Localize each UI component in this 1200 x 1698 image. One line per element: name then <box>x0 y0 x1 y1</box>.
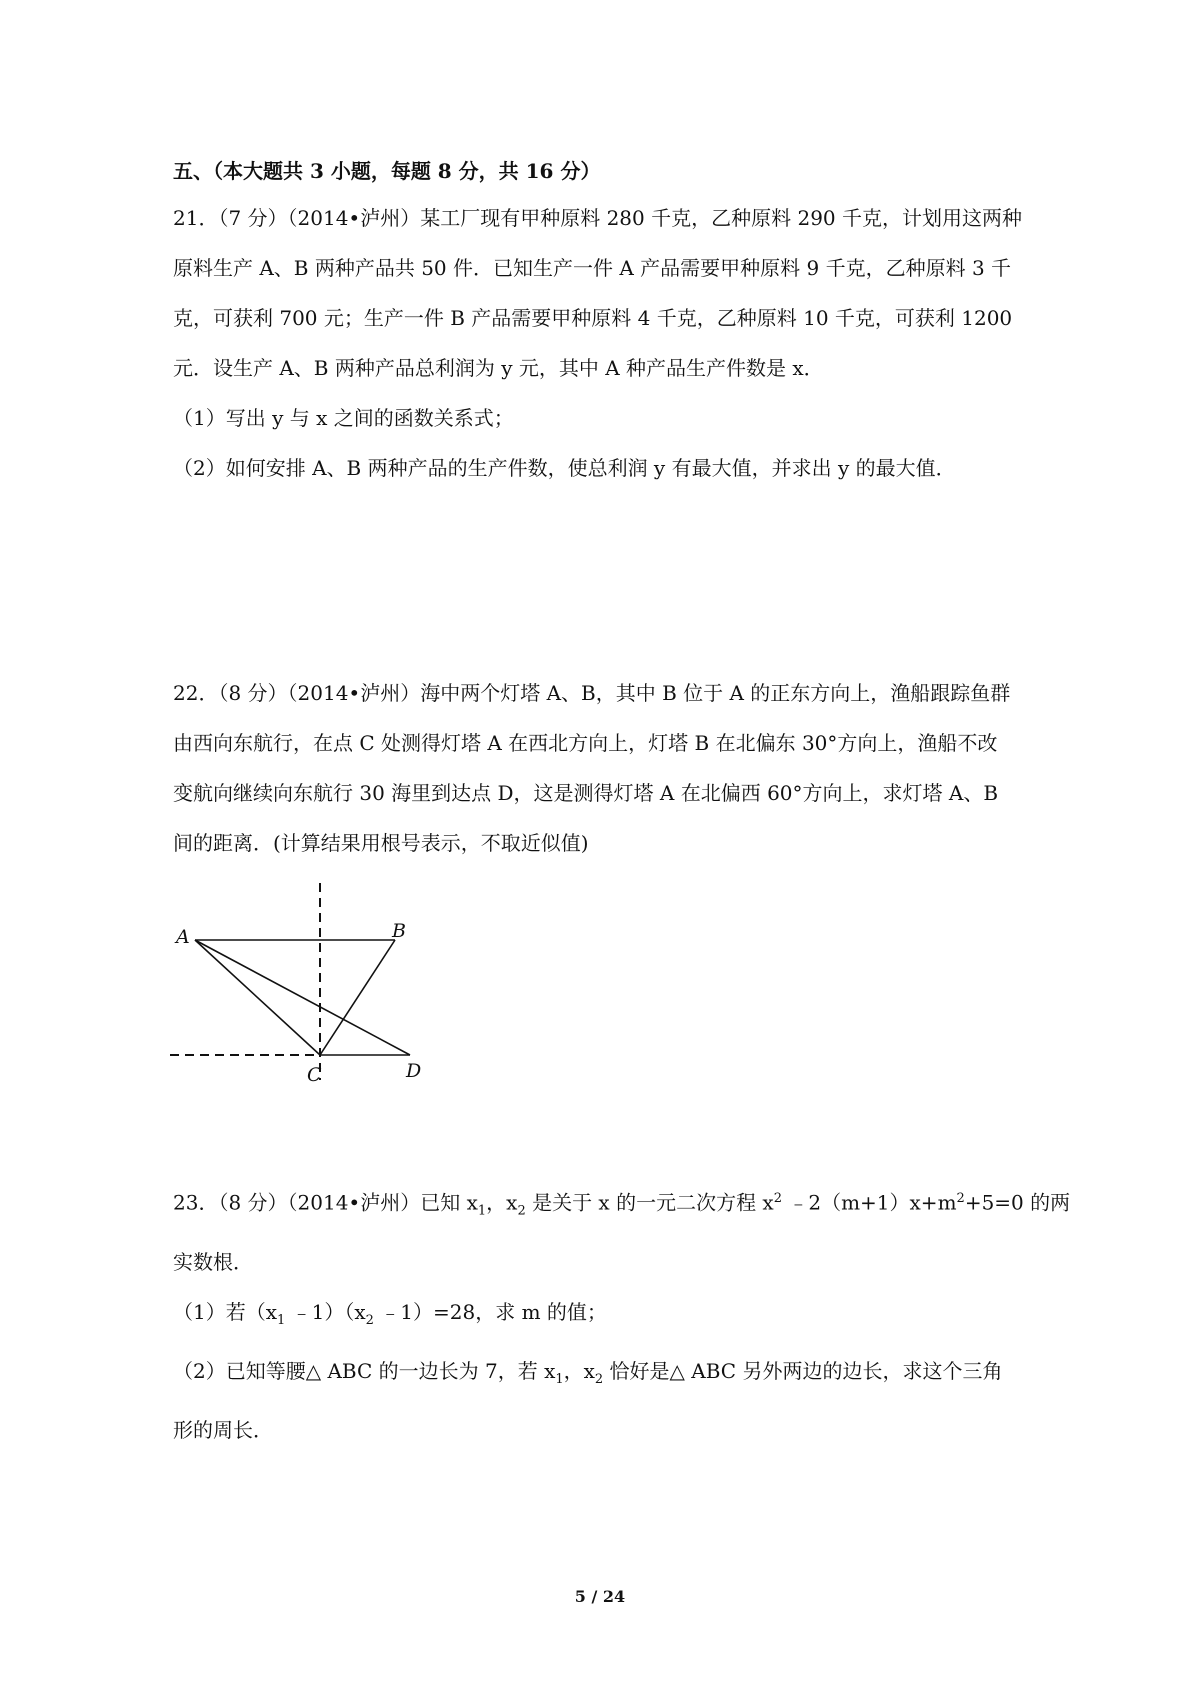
segment-ad <box>195 940 410 1055</box>
q22-line-2: 由西向东航行，在点 C 处测得灯塔 A 在西北方向上，灯塔 B 在北偏东 30°方向上，渔船不改 <box>173 731 998 755</box>
subscript-2: 2 <box>594 1371 604 1387</box>
question-23 <box>173 1174 1071 1455</box>
section-title: 五、（本大题共 3 小题，每题 8 分，共 16 分） <box>173 159 601 183</box>
q22-line-3: 变航向继续向东航行 30 海里到达点 D，这是测得灯塔 A 在北偏西 60°方向上，求灯塔 A、B <box>173 781 999 805</box>
superscript-2b: 2 <box>956 1191 965 1206</box>
q23-text-d: ﹣2（m+1）x+m <box>782 1190 957 1215</box>
label-b: B <box>392 920 406 942</box>
subscript-1: 1 <box>477 1203 487 1219</box>
label-d: D <box>406 1060 422 1082</box>
q22-line-4: 间的距离．(计算结果用根号表示，不取近似值) <box>173 831 589 855</box>
subscript-1: 1 <box>555 1371 564 1387</box>
q21-line-4: 元．设生产 A、B 两种产品总利润为 y 元，其中 A 种产品生产件数是 x． <box>173 356 824 380</box>
superscript-2: 2 <box>773 1191 782 1206</box>
question-22 <box>173 668 1033 868</box>
label-c: C <box>307 1064 322 1083</box>
q23-text-e: +5=0 的两 <box>964 1190 1071 1215</box>
q21-line-2: 原料生产 A、B 两种产品共 50 件．已知生产一件 A 产品需要甲种原料 9 千克，乙种原料 3 千 <box>173 256 1012 280</box>
subscript-2: 2 <box>365 1312 374 1328</box>
q23-line-last: 形的周长． <box>173 1417 273 1442</box>
q21-subquestion-2: （2）如何安排 A、B 两种产品的生产件数，使总利润 y 有最大值，并求出 y 的最大值． <box>173 456 956 480</box>
q21-line-1: 21．（7 分）（2014•泸州）某工厂现有甲种原料 280 千克，乙种原料 290 千克，计划用这两种 <box>173 206 1023 230</box>
q23-s1-b: ﹣1）（x <box>285 1299 366 1324</box>
lighthouse-figure <box>170 883 470 1083</box>
page-number: 5 / 24 <box>574 1587 626 1606</box>
q22-line-1: 22．（8 分）（2014•泸州）海中两个灯塔 A、B，其中 B 位于 A 的正东方向上，渔船跟踪鱼群 <box>173 681 1011 705</box>
q23-s1-a: （1）若（x <box>173 1299 278 1324</box>
q23-s1-c: ﹣1）=28，求 m 的值； <box>373 1299 607 1324</box>
subscript-1: 1 <box>277 1312 286 1328</box>
q23-s2-a: （2）已知等腰△ ABC 的一边长为 7，若 x <box>173 1358 556 1383</box>
q23-line-2: 实数根． <box>173 1249 253 1274</box>
label-a: A <box>176 926 190 948</box>
q21-line-3: 克，可获利 700 元；生产一件 B 产品需要甲种原料 4 千克，乙种原料 10 千克，可获利 1200 <box>173 306 1013 330</box>
q23-line-1 <box>173 1174 1071 1237</box>
q21-subquestion-1: （1）写出 y 与 x 之间的函数关系式； <box>173 406 514 430</box>
q23-s2-b: ，x <box>563 1358 595 1383</box>
q23-subquestion-1 <box>173 1287 1033 1346</box>
q23-text-b: ，x <box>486 1190 518 1215</box>
segment-bc <box>320 940 395 1055</box>
subscript-2: 2 <box>517 1203 526 1219</box>
q23-s2-c: 恰好是△ ABC 另外两边的边长，求这个三角 <box>603 1358 1003 1383</box>
q23-subquestion-2 <box>173 1346 1033 1405</box>
question-21 <box>173 193 1033 493</box>
q23-text-c: 是关于 x 的一元二次方程 x <box>525 1190 774 1215</box>
q23-text-a: 23．（8 分）（2014•泸州）已知 x <box>173 1190 478 1215</box>
